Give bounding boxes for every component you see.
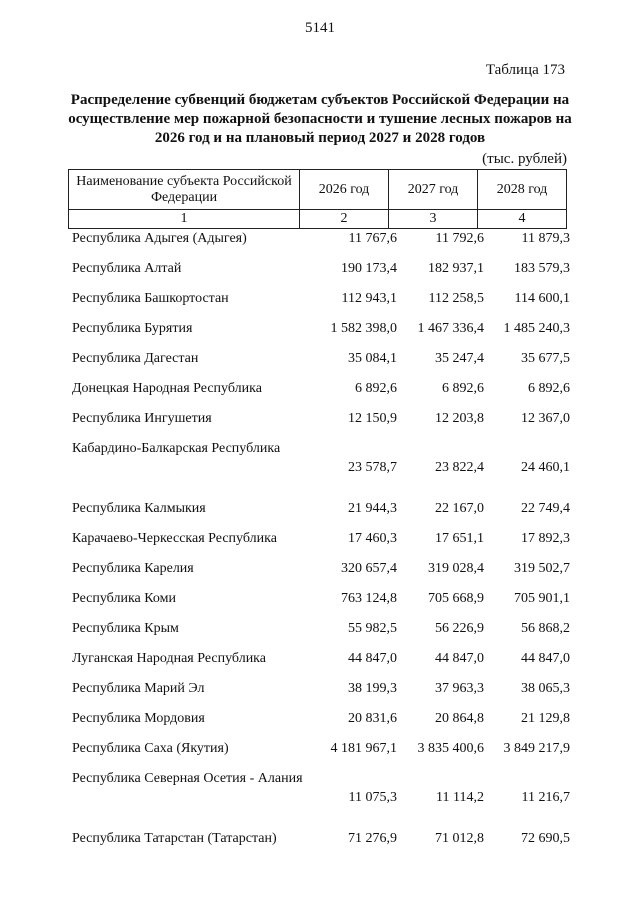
row-value-2026: 20 831,6 bbox=[348, 711, 397, 726]
table-row bbox=[68, 560, 570, 580]
row-subject-name: Республика Алтай bbox=[72, 261, 182, 276]
table-row bbox=[68, 590, 570, 610]
row-value-2027: 182 937,1 bbox=[428, 261, 484, 276]
row-subject-name: Карачаево-Черкесская Республика bbox=[72, 531, 277, 546]
row-subject-name: Республика Коми bbox=[72, 591, 176, 606]
row-subject-name: Республика Башкортостан bbox=[72, 291, 229, 306]
row-value-2026: 190 173,4 bbox=[341, 261, 397, 276]
table-row bbox=[68, 350, 570, 370]
table-row bbox=[68, 710, 570, 730]
table-label: Таблица 173 bbox=[485, 62, 565, 78]
row-value-2028: 12 367,0 bbox=[521, 411, 570, 426]
column-number: 1 bbox=[69, 210, 300, 229]
row-value-2027: 11 792,6 bbox=[435, 231, 484, 246]
row-value-2028: 56 868,2 bbox=[521, 621, 570, 636]
row-value-2026: 112 943,1 bbox=[341, 291, 397, 306]
row-value-2027: 12 203,8 bbox=[435, 411, 484, 426]
row-subject-name: Республика Саха (Якутия) bbox=[72, 741, 229, 756]
row-subject-name: Республика Бурятия bbox=[72, 321, 193, 336]
row-value-2027: 35 247,4 bbox=[435, 351, 484, 366]
row-value-2026: 71 276,9 bbox=[348, 831, 397, 846]
row-value-2027: 6 892,6 bbox=[442, 381, 484, 396]
row-value-2028: 114 600,1 bbox=[514, 291, 570, 306]
header-2028: 2028 год bbox=[478, 170, 567, 210]
row-value-2027: 3 835 400,6 bbox=[417, 741, 484, 756]
table-row bbox=[68, 410, 570, 430]
row-subject-name: Кабардино-Балкарская Республика bbox=[72, 441, 281, 456]
header-name: Наименование субъекта Российской Федерации bbox=[69, 170, 300, 210]
row-value-2026: 17 460,3 bbox=[348, 531, 397, 546]
table-row bbox=[68, 230, 570, 250]
table-row bbox=[68, 620, 570, 640]
table-row bbox=[68, 290, 570, 310]
row-value-2026: 44 847,0 bbox=[348, 651, 397, 666]
row-value-2027: 22 167,0 bbox=[435, 501, 484, 516]
row-value-2027: 56 226,9 bbox=[435, 621, 484, 636]
table-row bbox=[68, 440, 570, 488]
row-value-2026: 11 767,6 bbox=[348, 231, 397, 246]
row-value-2028: 6 892,6 bbox=[528, 381, 570, 396]
document-title: Распределение субвенций бюджетам субъектов Российской Федерации на осуществление мер пожарной безопасности и тушение лесных пожаров на 2026 год и на плановый период 2027 и 2028 годов bbox=[68, 92, 572, 146]
row-value-2028: 44 847,0 bbox=[521, 651, 570, 666]
row-subject-name: Луганская Народная Республика bbox=[72, 651, 266, 666]
row-subject-name: Республика Мордовия bbox=[72, 711, 205, 726]
row-value-2028: 1 485 240,3 bbox=[503, 321, 570, 336]
row-value-2027: 319 028,4 bbox=[428, 561, 484, 576]
row-value-2028: 319 502,7 bbox=[514, 561, 570, 576]
row-value-2026: 763 124,8 bbox=[341, 591, 397, 606]
row-subject-name: Республика Калмыкия bbox=[72, 501, 206, 516]
row-value-2027: 44 847,0 bbox=[435, 651, 484, 666]
row-value-2026: 6 892,6 bbox=[355, 381, 397, 396]
row-value-2027: 71 012,8 bbox=[435, 831, 484, 846]
units-label: (тыс. рублей) bbox=[482, 151, 567, 167]
row-value-2028: 183 579,3 bbox=[514, 261, 570, 276]
table-row bbox=[68, 650, 570, 670]
row-subject-name: Республика Крым bbox=[72, 621, 179, 636]
row-value-2027: 1 467 336,4 bbox=[417, 321, 484, 336]
header-2027: 2027 год bbox=[389, 170, 478, 210]
row-value-2026: 23 578,7 bbox=[348, 460, 397, 475]
row-subject-name: Республика Марий Эл bbox=[72, 681, 205, 696]
row-value-2026: 1 582 398,0 bbox=[330, 321, 397, 336]
row-subject-name: Донецкая Народная Республика bbox=[72, 381, 262, 396]
row-value-2028: 17 892,3 bbox=[521, 531, 570, 546]
table-row bbox=[68, 740, 570, 760]
row-subject-name: Республика Карелия bbox=[72, 561, 194, 576]
row-value-2028: 3 849 217,9 bbox=[503, 741, 570, 756]
row-subject-name: Республика Северная Осетия - Алания bbox=[72, 771, 303, 786]
table-row bbox=[68, 380, 570, 400]
page-number: 5141 bbox=[305, 20, 335, 36]
row-value-2028: 11 216,7 bbox=[521, 790, 570, 805]
row-value-2026: 320 657,4 bbox=[341, 561, 397, 576]
row-value-2026: 12 150,9 bbox=[348, 411, 397, 426]
row-value-2027: 11 114,2 bbox=[436, 790, 484, 805]
table-row bbox=[68, 680, 570, 700]
row-subject-name: Республика Татарстан (Татарстан) bbox=[72, 831, 277, 846]
table-row bbox=[68, 770, 570, 818]
row-value-2026: 38 199,3 bbox=[348, 681, 397, 696]
row-subject-name: Республика Адыгея (Адыгея) bbox=[72, 231, 247, 246]
row-value-2027: 23 822,4 bbox=[435, 460, 484, 475]
row-value-2027: 20 864,8 bbox=[435, 711, 484, 726]
table-row bbox=[68, 260, 570, 280]
row-value-2027: 37 963,3 bbox=[435, 681, 484, 696]
row-value-2028: 705 901,1 bbox=[514, 591, 570, 606]
row-value-2028: 38 065,3 bbox=[521, 681, 570, 696]
row-subject-name: Республика Ингушетия bbox=[72, 411, 212, 426]
row-value-2026: 11 075,3 bbox=[348, 790, 397, 805]
column-number: 4 bbox=[478, 210, 567, 229]
row-value-2026: 55 982,5 bbox=[348, 621, 397, 636]
table-row bbox=[68, 320, 570, 340]
row-subject-name: Республика Дагестан bbox=[72, 351, 199, 366]
column-number: 3 bbox=[389, 210, 478, 229]
column-number: 2 bbox=[300, 210, 389, 229]
table-row bbox=[68, 530, 570, 550]
row-value-2028: 21 129,8 bbox=[521, 711, 570, 726]
row-value-2028: 72 690,5 bbox=[521, 831, 570, 846]
row-value-2026: 21 944,3 bbox=[348, 501, 397, 516]
table-header bbox=[68, 169, 567, 229]
row-value-2028: 24 460,1 bbox=[521, 460, 570, 475]
table-row bbox=[68, 830, 570, 850]
table-row bbox=[68, 500, 570, 520]
row-value-2028: 11 879,3 bbox=[521, 231, 570, 246]
row-value-2027: 17 651,1 bbox=[435, 531, 484, 546]
row-value-2027: 112 258,5 bbox=[428, 291, 484, 306]
row-value-2028: 35 677,5 bbox=[521, 351, 570, 366]
row-value-2026: 4 181 967,1 bbox=[330, 741, 397, 756]
row-value-2028: 22 749,4 bbox=[521, 501, 570, 516]
row-value-2027: 705 668,9 bbox=[428, 591, 484, 606]
header-2026: 2026 год bbox=[300, 170, 389, 210]
row-value-2026: 35 084,1 bbox=[348, 351, 397, 366]
